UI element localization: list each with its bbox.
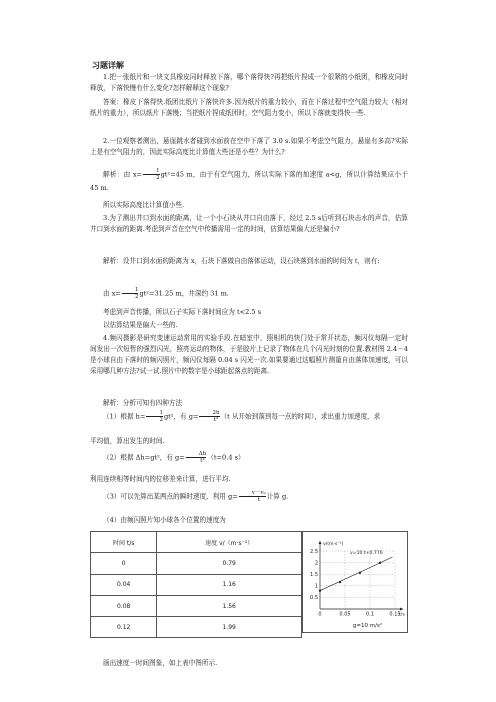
table-cell: 0.79 bbox=[157, 553, 302, 574]
x-tick-label: 0.15 bbox=[389, 611, 401, 618]
question-3: 3.为了测出井口到水面的距离，让一个小石块从井口自由落下，经过 2.5 s后听到石块击水的声音，估算井口到水面的距离.考虑到声音在空气中传播需用一定的时间，估算结果偏大还是偏小? bbox=[90, 214, 408, 234]
solution-2: 解析：由 x= $\frac{1}{2}$ gt²=45 m，由于有空气阻力，所以实际下落的加速度 a<g，所以计算结果应小于 45 m. bbox=[90, 168, 408, 192]
table-row bbox=[91, 553, 302, 574]
table-row bbox=[91, 595, 302, 616]
solution-3-equation: 由 x= $\frac{1}{2}$ gt²=31.25 m，井深约 31 m. bbox=[103, 287, 230, 300]
x-axis-arrow bbox=[400, 608, 403, 611]
closing-line: 画出速度一时间图象，如上表中图所示. bbox=[103, 659, 218, 667]
y-tick-label: 2.5 bbox=[310, 548, 318, 555]
solution-3-intro: 解析：设井口到水面的距离为 x，石块下落做自由落体运动，设石块落到水面的时间为 t，则有: bbox=[103, 257, 380, 265]
answer-1: 答案：橡皮下落得快.纸团比纸片下落快许多.因为纸片的重力较小，而在下落过程中空气阻力较大（相对纸片的重力），所以纸片下落慢；当把纸片捏成纸团时，空气阻力变小，所以下落就变得快一些. bbox=[90, 98, 408, 118]
fit-label: v=10 t+0.776 bbox=[350, 550, 383, 556]
data-point bbox=[379, 562, 381, 564]
table-cell: 0.12 bbox=[91, 617, 157, 638]
x-axis-label: t/s bbox=[399, 612, 405, 618]
solution-4-intro: 解析：分析可知有四种方法 bbox=[103, 399, 183, 407]
chart-caption: g=10 m/s² bbox=[352, 623, 383, 629]
y-tick-label: 0.5 bbox=[310, 595, 318, 602]
x-tick-label: 0 bbox=[318, 611, 322, 618]
table-header-row bbox=[91, 532, 302, 553]
conclusion-2: 所以实际高度比计算值小些. bbox=[103, 201, 185, 209]
solution-3-conclusion: 以估算结果是偏大一些的. bbox=[103, 321, 178, 329]
method-1-cont: 平均值，算出发生的时间. bbox=[90, 437, 165, 445]
question-2: 2.一位观察者测出，悬崖跳水者碰到水面前在空中下落了 3.0 s.如果不考虑空气阻力，悬崖有多高?实际上是有空气阻力的，因此实际高度比计算值大些还是小些？为什么? bbox=[90, 137, 408, 157]
table-cell: 1.16 bbox=[157, 574, 302, 595]
vt-chart bbox=[303, 532, 409, 634]
y-tick-label: 1.5 bbox=[310, 572, 318, 578]
question-4: 4.频闪摄影是研究变速运动常用的实验手段.在暗室中，照相机的快门处于常开状态，频闪仪每隔一定时间发出一次短暂的强烈闪光，照亮运动的物体，于是胶片上记录了物体在几个闪光时刻的位置.教材图 2.4－4 是小球自由下落时的频闪照片，频闪仪每隔 0.04 s 闪光一次.如果要通过这幅照片测量自由落体加速度，可以采用哪几种方法?试一试.照片中的数字是小球距起落点的距离. bbox=[90, 334, 408, 376]
section-title: 习题详解 bbox=[92, 61, 124, 70]
question-1: 1.把一张纸片和一块文具橡皮同时释放下落，哪个落得快?再把纸片捏成一个很紧的小纸团，和橡皮同时释放，下落快慢有什么变化?怎样解释这个现象? bbox=[90, 73, 408, 93]
y-tick-label: 1 bbox=[314, 583, 318, 590]
fraction-half: $\frac{1}{2}$ bbox=[122, 287, 139, 300]
table-cell: 0 bbox=[91, 553, 157, 574]
fraction-2h-t2: $\frac{2h}{\text{t²}}$ bbox=[199, 410, 219, 423]
fraction-half: $\frac{1}{2}$ bbox=[143, 168, 160, 181]
table-cell: 0.08 bbox=[91, 595, 157, 616]
method-4: （4）由频闪照片知小球各个位置的速度为 bbox=[103, 516, 226, 524]
x-tick-label: 0.1 bbox=[366, 611, 374, 618]
x-tick-label: 0.05 bbox=[339, 611, 351, 618]
fraction-dv-t: $\frac{\text{v－v₀}}{t}$ bbox=[239, 490, 266, 503]
table-header-velocity: 速度 v/（m·s⁻¹） bbox=[157, 532, 302, 553]
table-cell: 1.99 bbox=[157, 617, 302, 638]
table-header-time: 时间 t/s bbox=[91, 532, 157, 553]
table-cell: 0.04 bbox=[91, 574, 157, 595]
method-3: （3）可以先算出某两点的瞬时速度，利用 g= $\frac{\text{v－v₀}}{t}$ 计算 g. bbox=[103, 490, 289, 503]
data-point bbox=[359, 572, 361, 574]
fraction-dh-t2: $\frac{\Delta h}{\text{t²}}$ bbox=[186, 451, 207, 464]
table-cell: 1.56 bbox=[157, 595, 302, 616]
velocity-table bbox=[90, 531, 302, 638]
method-1: （1）根据 h= $\frac{1}{2}$ gt²，有 g= $\frac{2h}{\text{t²}}$ （t 从开始到落到每一点的时间），求出重力加速度，求 bbox=[103, 410, 381, 423]
table-row bbox=[91, 617, 302, 638]
vt-chart-cell bbox=[302, 531, 408, 633]
method-2-note: 利用连续相等时间内的位移差来计算，进行平均. bbox=[90, 475, 231, 483]
method-2: （2）根据 Δh=gt²，有 g= $\frac{\Delta h}{\text{t²}}$ （t=0.4 s） bbox=[103, 451, 245, 464]
y-axis-label: v/(m·s⁻¹) bbox=[323, 542, 344, 547]
fraction-half: $\frac{1}{2}$ bbox=[146, 410, 163, 423]
data-point bbox=[319, 589, 321, 591]
data-point bbox=[339, 581, 341, 583]
solution-3-note: 考虑到声音传播，所以石子实际下落时间应为 t<2.5 s bbox=[103, 308, 262, 316]
table-row bbox=[91, 574, 302, 595]
y-tick-label: 2 bbox=[314, 560, 318, 567]
y-axis-arrow bbox=[319, 541, 322, 544]
